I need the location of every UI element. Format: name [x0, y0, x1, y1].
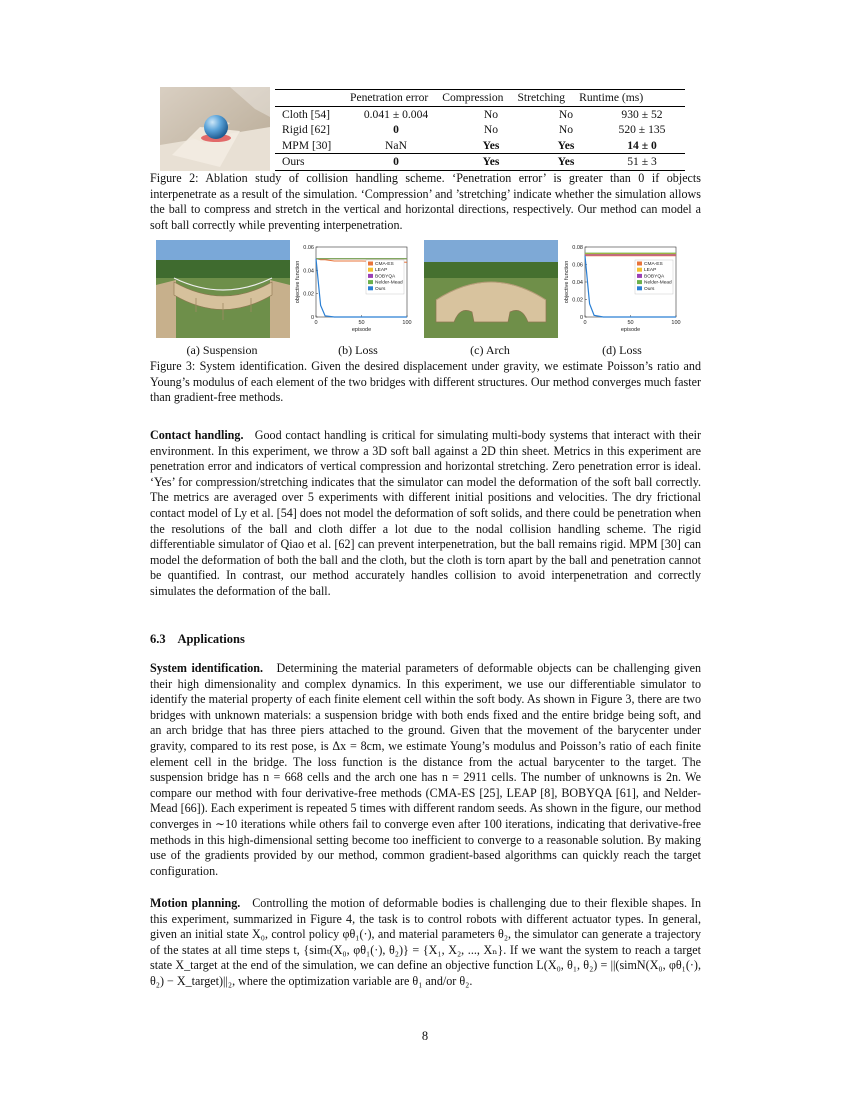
- legend-swatch: [637, 274, 642, 278]
- legend-swatch: [637, 280, 642, 284]
- table-cell: 0: [393, 155, 399, 169]
- table-cell: Yes: [557, 138, 575, 152]
- page-number: 8: [421, 1029, 429, 1043]
- table-row: [275, 122, 685, 138]
- motion-planning-paragraph: [150, 896, 701, 990]
- section-number: 6.3: [150, 632, 166, 646]
- table-header: Stretching: [517, 91, 566, 105]
- paragraph-body: Good contact handling is critical for simulating multi-body systems that interact with their environment. In this experiment, we throw a 3D soft ball against a 2D thin sheet. Metrics in this experiment are penetration error and indicators of vertical compression and horizontal stretching. Zero penetration error is ideal. ‘Yes’ for compression/stretching indicates that the simulator can model the deformation of the soft ball correctly. The metrics are averaged over 5 experiments with different initial positions and velocities. The dry frictional contact model of Ly et al. [54] does not model the deformation of soft solids, and there could be penetration when the resolutions of the ball and cloth differ a lot due to the nodal collision handling scheme. The rigid differentiable simulator of Qiao et al. [62] can prevent interpenetration, but the ball remains rigid. MPM [30] can model the deformation of both the ball and the cloth, but the cloth is torn apart by the ball and penetration cannot be quantified. In contrast, our method accurately handles collision to avoid interpenetration and correctly simulates the deformation of the ball.: [150, 428, 701, 598]
- table-row: [275, 138, 685, 154]
- paragraph-heading: Motion planning.: [150, 896, 241, 910]
- table-cell: No: [483, 123, 499, 137]
- y-tick-label: 0: [310, 315, 314, 321]
- table-cell: 0.041 ± 0.004: [363, 107, 429, 121]
- table-cell: No: [483, 107, 499, 121]
- legend-label: CMA-ES: [644, 262, 663, 267]
- row-label: Rigid [62]: [282, 123, 330, 137]
- legend-swatch: [637, 268, 642, 272]
- table-cell: Yes: [482, 155, 500, 169]
- table-cell: 51 ± 3: [627, 155, 657, 169]
- legend-swatch: [368, 268, 373, 272]
- y-tick-label: 0.08: [572, 245, 583, 251]
- legend-swatch: [368, 280, 373, 284]
- legend-swatch: [368, 274, 373, 278]
- legend-swatch: [637, 262, 642, 266]
- x-axis-label: episode: [351, 327, 372, 333]
- section-title: Applications: [177, 632, 245, 646]
- table-row: [275, 154, 685, 170]
- system-identification-paragraph: [150, 661, 701, 879]
- table-header-row: [275, 90, 650, 106]
- paragraph-body: Controlling the motion of deformable bodies is challenging due to their flexible shapes. In this experiment, summarized in Figure 4, the task is to control robots with different actuator types. In general, given an initial state X₀, control policy φθ₁(·), and material parameters θ₂, the simulator can generate a trajectory of the states at all time steps t, {simₜ(X₀, φθ₁(·), θ₂)} = {X₁, X₂, ..., Xₙ}. If we want the system to reach a target state X_target at the end of the simulation, we can define an objective function L(X₀, θ₁, θ₂) = ||(simN(X₀, φθ₁(·), θ₂) − X_target)||₂, where the optimization variable are θ₁ and/or θ₂.: [150, 896, 702, 988]
- section-heading: [150, 632, 245, 647]
- loss-plot-suspension: [290, 240, 420, 340]
- legend-swatch: [368, 286, 373, 290]
- table-cell: NaN: [385, 138, 407, 152]
- table-cell: 0: [393, 123, 399, 137]
- row-label: MPM [30]: [282, 138, 332, 152]
- paragraph-body: Determining the material parameters of deformable objects can be challenging given their high dimensionality and complex dynamics. In this experiment, we use our differentiable simulator to identify the material property of each finite element cell within the soft body. As shown in Figure 3, there are two bridges with unknown materials: a suspension bridge with both ends fixed and the entire bridge being soft, and an arch bridge that has three piers attached to the ground. Given that the movement of the barycenter under gravity, compared to its rest pose, is Δx = 8cm, we estimate Young’s modulus and Poisson’s ratio of each finite element cell in the bridge. The loss function is the distance from the actual barycenter to the target. The suspension bridge has n = 668 cells and the arch one has n = 2911 cells. The number of unknowns is 2n. We compare our method with four derivative-free methods (CMA-ES [25], LEAP [8], BOBYQA [61], and Nelder-Mead [66]). Each experiment is repeated 5 times with different random seeds. As shown in the figure, our method converges in ∼10 iterations while others fail to converge even after 100 iterations, indicating that derivative-free methods in this high-dimensional setting become too inefficient to converge to a reasonable solution. By making use of the gradients provided by our method, common gradient-based algorithms can quickly reach the target configuration.: [150, 661, 701, 878]
- table-cell: 930 ± 52: [621, 107, 663, 121]
- suspension-bridge-render: [156, 240, 290, 338]
- figure-3-caption: Figure 3: System identification. Given the desired displacement under gravity, we estimate Poisson’s ratio and Young’s modulus of each element of the two bridges with different structures. Our method converges much faster than gradient-free methods.: [150, 359, 701, 405]
- legend-label: LEAP: [644, 268, 657, 274]
- table-header: [275, 90, 343, 106]
- y-axis-label: objective function: [295, 260, 301, 304]
- x-tick-label: 100: [402, 320, 412, 326]
- x-tick-label: 50: [358, 320, 365, 326]
- legend-label: BOBYQA: [644, 274, 665, 280]
- paragraph-heading: System identification.: [150, 661, 264, 675]
- figure-2-caption: Figure 2: Ablation study of collision handling scheme. ‘Penetration error’ is greater than 0 if objects interpenetrate as a result of the simulation. ‘Compression’ and ’stretching’ indicate whether the simulation allows the ball to compress and stretch in the vertical and horizontal directions, respectively. Our method can model a soft ball correctly while preventing interpenetration.: [150, 171, 701, 232]
- ball-cloth-render: [160, 87, 270, 171]
- y-tick-label: 0.02: [303, 291, 314, 298]
- y-tick-label: 0.04: [303, 268, 314, 275]
- y-axis-label: objective function: [564, 260, 570, 304]
- x-tick-label: 50: [627, 320, 634, 326]
- y-tick-label: 0.02: [572, 297, 583, 304]
- y-tick-label: 0.04: [572, 280, 583, 286]
- legend-swatch: [368, 262, 373, 266]
- y-tick-label: 0.06: [303, 245, 314, 251]
- ablation-table: [275, 89, 685, 171]
- table-cell: 520 ± 135: [618, 123, 666, 137]
- legend-swatch: [637, 286, 642, 290]
- subcaption-d: (d) Loss: [602, 343, 642, 357]
- legend-label: Nelder-Mead: [644, 280, 672, 286]
- table-cell: Yes: [482, 138, 500, 152]
- table-cell: No: [558, 123, 574, 137]
- loss-plot-arch: [559, 240, 689, 340]
- legend-label: LEAP: [375, 268, 388, 274]
- x-axis-label: episode: [620, 327, 641, 333]
- x-tick-label: 0: [314, 320, 318, 326]
- x-tick-label: 0: [583, 320, 587, 326]
- subcaption-c: (c) Arch: [470, 343, 510, 357]
- x-tick-label: 100: [671, 320, 681, 326]
- contact-handling-paragraph: [150, 428, 701, 600]
- row-label: Cloth [54]: [282, 107, 330, 121]
- legend-label: Ours: [644, 286, 655, 292]
- subcaption-b: (b) Loss: [338, 343, 378, 357]
- table-cell: Yes: [557, 155, 575, 169]
- table-header: Compression: [442, 91, 504, 105]
- legend-label: Ours: [375, 286, 386, 292]
- y-tick-label: 0: [579, 315, 583, 321]
- table-header: Penetration error: [350, 91, 429, 105]
- table-cell: 14 ± 0: [627, 138, 657, 152]
- legend-label: Nelder-Mead: [375, 280, 403, 286]
- table-row: [275, 107, 685, 123]
- table-cell: No: [558, 107, 574, 121]
- legend-label: CMA-ES: [375, 262, 394, 267]
- table-header: Runtime (ms): [579, 91, 644, 105]
- arch-bridge-render: [424, 240, 558, 338]
- row-label: Ours: [282, 155, 305, 169]
- subcaption-a: (a) Suspension: [186, 343, 258, 357]
- legend-label: BOBYQA: [375, 274, 396, 280]
- paragraph-heading: Contact handling.: [150, 428, 244, 442]
- y-tick-label: 0.06: [572, 262, 583, 269]
